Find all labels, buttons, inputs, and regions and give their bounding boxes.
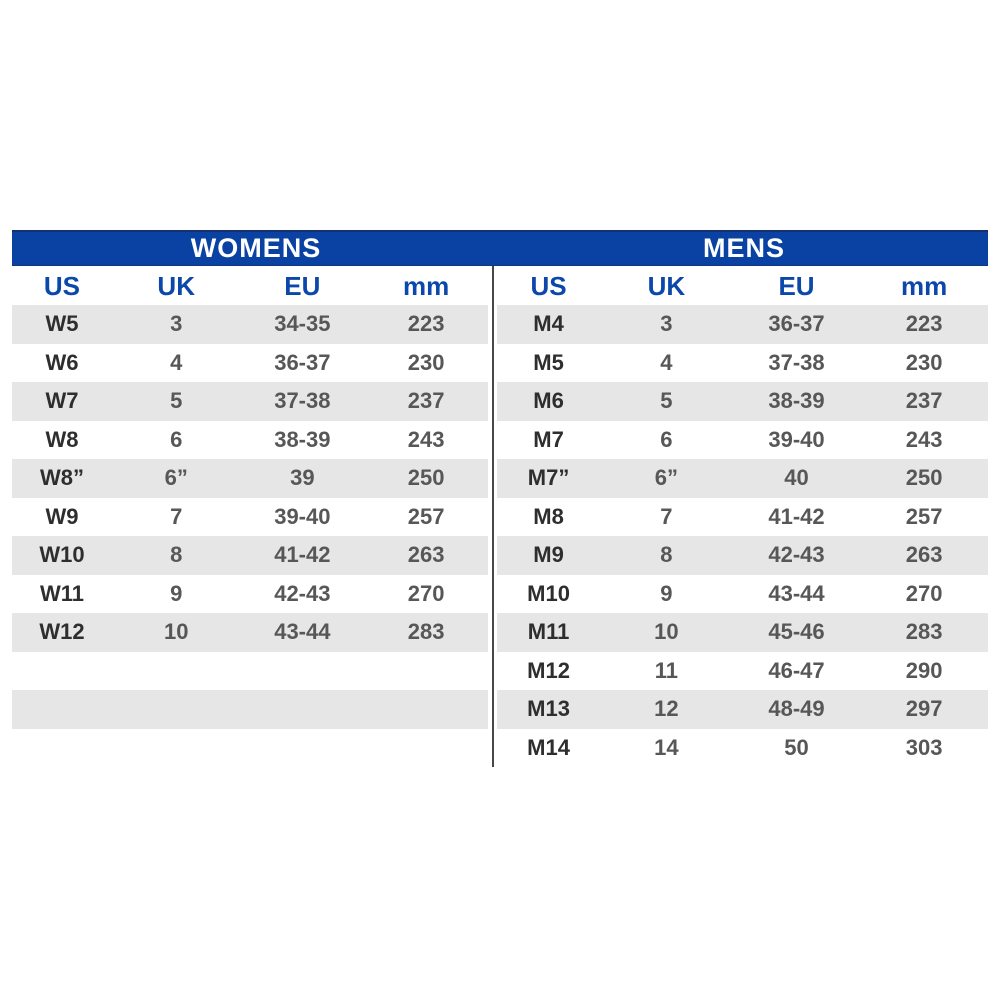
mm-size-cell: 230 bbox=[407, 349, 445, 375]
empty-filler-row bbox=[12, 729, 488, 768]
uk-size-cell: 5 bbox=[170, 388, 183, 414]
uk-size-cell: 6” bbox=[164, 465, 188, 491]
table-row bbox=[12, 344, 488, 383]
eu-size-cell: 41-42 bbox=[274, 542, 331, 568]
table-row bbox=[497, 536, 988, 575]
uk-size-cell: 4 bbox=[170, 349, 183, 375]
eu-size-cell: 39-40 bbox=[274, 503, 331, 529]
eu-size-cell: 41-42 bbox=[768, 503, 825, 529]
us-size-cell: W6 bbox=[45, 349, 79, 375]
eu-size-cell: 34-35 bbox=[274, 311, 331, 337]
eu-size-cell: 43-44 bbox=[768, 580, 825, 606]
uk-size-cell: 7 bbox=[660, 503, 673, 529]
empty-filler-row bbox=[12, 652, 488, 691]
uk-size-cell: 6 bbox=[170, 426, 183, 452]
us-size-cell: M9 bbox=[533, 542, 564, 568]
eu-size-cell: 43-44 bbox=[274, 619, 331, 645]
us-size-cell: M8 bbox=[533, 503, 564, 529]
mens-col-header-us: US bbox=[530, 270, 567, 301]
us-size-cell: M4 bbox=[533, 311, 564, 337]
eu-size-cell: 46-47 bbox=[768, 657, 825, 683]
us-size-cell: W8” bbox=[39, 465, 84, 491]
table-row bbox=[12, 498, 488, 537]
us-size-cell: W7 bbox=[45, 388, 79, 414]
mm-size-cell: 243 bbox=[905, 426, 943, 452]
table-row bbox=[497, 575, 988, 614]
table-row bbox=[497, 459, 988, 498]
us-size-cell: M7 bbox=[533, 426, 564, 452]
us-size-cell: W5 bbox=[45, 311, 79, 337]
table-row bbox=[12, 382, 488, 421]
mm-size-cell: 257 bbox=[905, 503, 943, 529]
eu-size-cell: 37-38 bbox=[768, 349, 825, 375]
eu-size-cell: 37-38 bbox=[274, 388, 331, 414]
eu-size-cell: 38-39 bbox=[274, 426, 331, 452]
mm-size-cell: 223 bbox=[905, 311, 943, 337]
uk-size-cell: 8 bbox=[170, 542, 183, 568]
mens-table bbox=[497, 266, 988, 767]
womens-table bbox=[12, 266, 488, 767]
table-row bbox=[497, 305, 988, 344]
mens-col-header-uk: UK bbox=[647, 270, 686, 301]
us-size-cell: M7” bbox=[527, 465, 570, 491]
table-row bbox=[497, 729, 988, 768]
eu-size-cell: 40 bbox=[784, 465, 809, 491]
us-size-cell: M12 bbox=[527, 657, 570, 683]
mm-size-cell: 270 bbox=[407, 580, 445, 606]
eu-size-cell: 50 bbox=[784, 734, 809, 760]
mens-col-header-mm: mm bbox=[901, 270, 948, 301]
eu-size-cell: 42-43 bbox=[274, 580, 331, 606]
eu-size-cell: 36-37 bbox=[768, 311, 825, 337]
uk-size-cell: 6” bbox=[654, 465, 679, 491]
mm-size-cell: 257 bbox=[407, 503, 445, 529]
us-size-cell: M11 bbox=[527, 619, 570, 645]
us-size-cell: W11 bbox=[39, 580, 84, 606]
empty-filler-row bbox=[12, 690, 488, 729]
us-size-cell: W12 bbox=[39, 619, 85, 645]
mm-size-cell: 263 bbox=[905, 542, 943, 568]
eu-size-cell: 36-37 bbox=[274, 349, 331, 375]
uk-size-cell: 12 bbox=[654, 696, 679, 722]
mm-size-cell: 250 bbox=[905, 465, 943, 491]
uk-size-cell: 9 bbox=[170, 580, 183, 606]
womens-col-header-us: US bbox=[43, 270, 81, 301]
mm-size-cell: 283 bbox=[407, 619, 445, 645]
us-size-cell: W10 bbox=[39, 542, 85, 568]
eu-size-cell: 42-43 bbox=[768, 542, 825, 568]
womens-column-header-row bbox=[12, 266, 488, 305]
mens-section-title: MENS bbox=[702, 233, 785, 263]
eu-size-cell: 48-49 bbox=[768, 696, 825, 722]
uk-size-cell: 3 bbox=[660, 311, 673, 337]
uk-size-cell: 3 bbox=[170, 311, 183, 337]
mm-size-cell: 290 bbox=[905, 657, 943, 683]
mm-size-cell: 283 bbox=[905, 619, 943, 645]
us-size-cell: M13 bbox=[527, 696, 570, 722]
uk-size-cell: 11 bbox=[654, 657, 679, 683]
size-chart bbox=[12, 230, 988, 767]
table-row bbox=[12, 613, 488, 652]
womens-col-header-uk: UK bbox=[157, 270, 195, 301]
eu-size-cell: 45-46 bbox=[768, 619, 825, 645]
us-size-cell: M5 bbox=[533, 349, 564, 375]
uk-size-cell: 7 bbox=[170, 503, 183, 529]
mm-size-cell: 250 bbox=[407, 465, 445, 491]
table-row bbox=[12, 575, 488, 614]
table-row bbox=[497, 652, 988, 691]
mm-size-cell: 237 bbox=[407, 388, 445, 414]
table-row bbox=[497, 613, 988, 652]
us-size-cell: M14 bbox=[527, 734, 570, 760]
table-row bbox=[497, 344, 988, 383]
womens-section-title: WOMENS bbox=[190, 233, 322, 263]
us-size-cell: M10 bbox=[527, 580, 570, 606]
womens-mens-divider-line bbox=[492, 266, 494, 767]
table-row bbox=[12, 421, 488, 460]
uk-size-cell: 6 bbox=[660, 426, 673, 452]
table-row bbox=[497, 382, 988, 421]
us-size-cell: W8 bbox=[45, 426, 79, 452]
uk-size-cell: 4 bbox=[660, 349, 673, 375]
womens-col-header-mm: mm bbox=[402, 270, 450, 301]
mm-size-cell: 303 bbox=[905, 734, 943, 760]
table-row bbox=[497, 690, 988, 729]
mm-size-cell: 297 bbox=[905, 696, 943, 722]
mens-col-header-eu: EU bbox=[778, 270, 815, 301]
mm-size-cell: 223 bbox=[407, 311, 445, 337]
tables-wrapper bbox=[12, 266, 988, 767]
uk-size-cell: 5 bbox=[660, 388, 673, 414]
table-row bbox=[12, 459, 488, 498]
eu-size-cell: 39 bbox=[290, 465, 315, 491]
section-title-bar bbox=[12, 230, 988, 266]
table-row bbox=[12, 536, 488, 575]
us-size-cell: M6 bbox=[533, 388, 564, 414]
uk-size-cell: 14 bbox=[654, 734, 679, 760]
eu-size-cell: 39-40 bbox=[768, 426, 825, 452]
mens-column-header-row bbox=[497, 266, 988, 305]
table-row bbox=[497, 421, 988, 460]
mm-size-cell: 263 bbox=[407, 542, 445, 568]
us-size-cell: W9 bbox=[45, 503, 79, 529]
uk-size-cell: 8 bbox=[660, 542, 673, 568]
eu-size-cell: 38-39 bbox=[768, 388, 825, 414]
mm-size-cell: 230 bbox=[905, 349, 943, 375]
mm-size-cell: 237 bbox=[905, 388, 943, 414]
uk-size-cell: 9 bbox=[660, 580, 673, 606]
womens-col-header-eu: EU bbox=[284, 270, 321, 301]
uk-size-cell: 10 bbox=[654, 619, 679, 645]
mm-size-cell: 270 bbox=[905, 580, 943, 606]
table-row bbox=[12, 305, 488, 344]
table-row bbox=[497, 498, 988, 537]
mm-size-cell: 243 bbox=[407, 426, 445, 452]
uk-size-cell: 10 bbox=[163, 619, 189, 645]
